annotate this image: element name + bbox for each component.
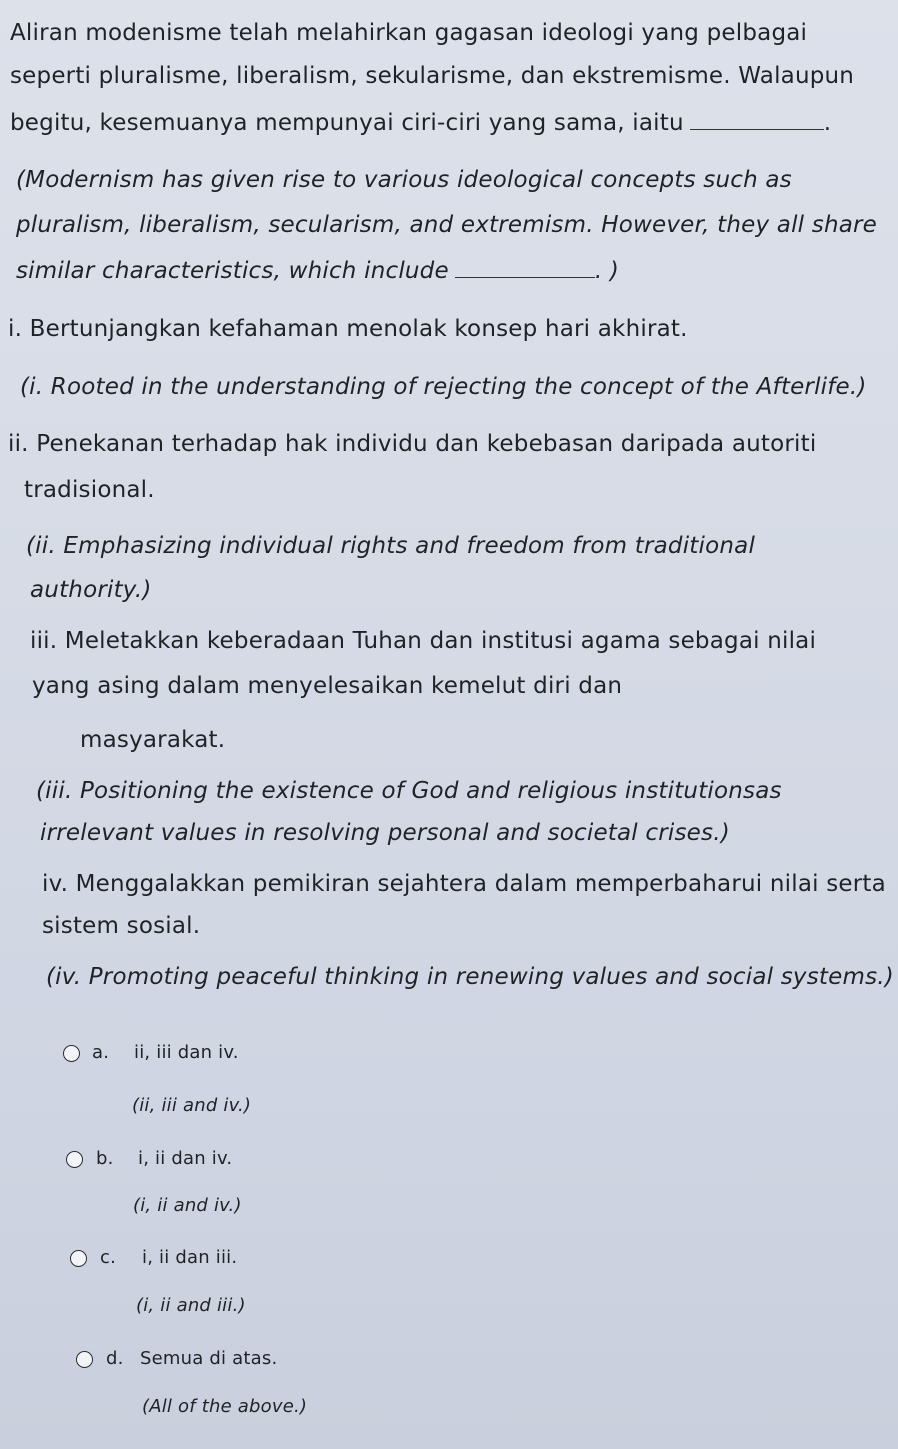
option-b-english: (i, ii and iv.) bbox=[133, 1195, 242, 1216]
statement-iii-english-line-2: irrelevant values in resolving personal and societal crises.) bbox=[40, 820, 730, 846]
question-malay-line-2: seperti pluralisme, liberalism, sekularisme, dan ekstremisme. Walaupun bbox=[10, 63, 855, 89]
option-c-label[interactable] bbox=[100, 1247, 237, 1268]
question-english-line-2: pluralism, liberalism, secularism, and extremism. However, they all share bbox=[16, 212, 878, 238]
option-b-label[interactable] bbox=[96, 1148, 232, 1169]
question-english-line-1: (Modernism has given rise to various ideological concepts such as bbox=[16, 167, 792, 193]
statement-iv-malay-line-1: iv. Menggalakkan pemikiran sejahtera dalam memperbaharui nilai serta bbox=[42, 871, 886, 897]
statement-ii-english-line-2: authority.) bbox=[30, 577, 152, 603]
option-d-text: Semua di atas. bbox=[140, 1348, 278, 1369]
option-c-english: (i, ii and iii.) bbox=[136, 1295, 246, 1316]
option-a-text: ii, iii dan iv. bbox=[134, 1042, 239, 1063]
option-d-letter: d. bbox=[106, 1348, 124, 1369]
answer-blank bbox=[690, 128, 824, 130]
statement-iii-malay-line-3: masyarakat. bbox=[80, 727, 226, 753]
question-english-line-3-text: similar characteristics, which include bbox=[16, 258, 449, 284]
option-d-english: (All of the above.) bbox=[142, 1396, 308, 1417]
statement-ii-malay-line-2: tradisional. bbox=[24, 477, 155, 503]
option-b-text: i, ii dan iv. bbox=[138, 1148, 233, 1169]
option-a-label[interactable] bbox=[92, 1042, 239, 1063]
option-d-label[interactable] bbox=[106, 1348, 277, 1369]
question-malay-line-1: Aliran modenisme telah melahirkan gagasan ideologi yang pelbagai bbox=[10, 20, 808, 46]
question-malay-end: . bbox=[823, 110, 832, 136]
option-b-letter: b. bbox=[96, 1148, 114, 1169]
statement-iii-english-line-1: (iii. Positioning the existence of God and religious institutionsas bbox=[36, 778, 782, 804]
statement-iii-malay-line-2: yang asing dalam menyelesaikan kemelut diri dan bbox=[32, 673, 623, 699]
question-malay-line-3 bbox=[10, 110, 831, 136]
option-c-letter: c. bbox=[100, 1247, 117, 1268]
statement-i-malay: i. Bertunjangkan kefahaman menolak konsep hari akhirat. bbox=[8, 316, 688, 342]
statement-iii-malay-line-1: iii. Meletakkan keberadaan Tuhan dan institusi agama sebagai nilai bbox=[30, 628, 817, 654]
question-english-end: . ) bbox=[594, 258, 620, 284]
option-a-letter: a. bbox=[92, 1042, 110, 1063]
question-english-line-3 bbox=[16, 258, 619, 284]
statement-ii-english-line-1: (ii. Emphasizing individual rights and freedom from traditional bbox=[26, 533, 756, 559]
answer-blank-english bbox=[455, 276, 595, 278]
option-a-radio[interactable] bbox=[63, 1045, 80, 1062]
statement-iv-english: (iv. Promoting peaceful thinking in renewing values and social systems.) bbox=[46, 964, 894, 990]
option-d-radio[interactable] bbox=[76, 1351, 93, 1368]
statement-iv-malay-line-2: sistem sosial. bbox=[42, 913, 201, 939]
option-b-radio[interactable] bbox=[66, 1151, 83, 1168]
question-malay-line-3-text: begitu, kesemuanya mempunyai ciri-ciri yang sama, iaitu bbox=[10, 110, 684, 136]
option-c-text: i, ii dan iii. bbox=[142, 1247, 238, 1268]
statement-ii-malay-line-1: ii. Penekanan terhadap hak individu dan kebebasan daripada autoriti bbox=[8, 431, 817, 457]
option-c-radio[interactable] bbox=[70, 1250, 87, 1267]
option-a-english: (ii, iii and iv.) bbox=[132, 1095, 252, 1116]
statement-i-english: (i. Rooted in the understanding of rejecting the concept of the Afterlife.) bbox=[20, 374, 867, 400]
